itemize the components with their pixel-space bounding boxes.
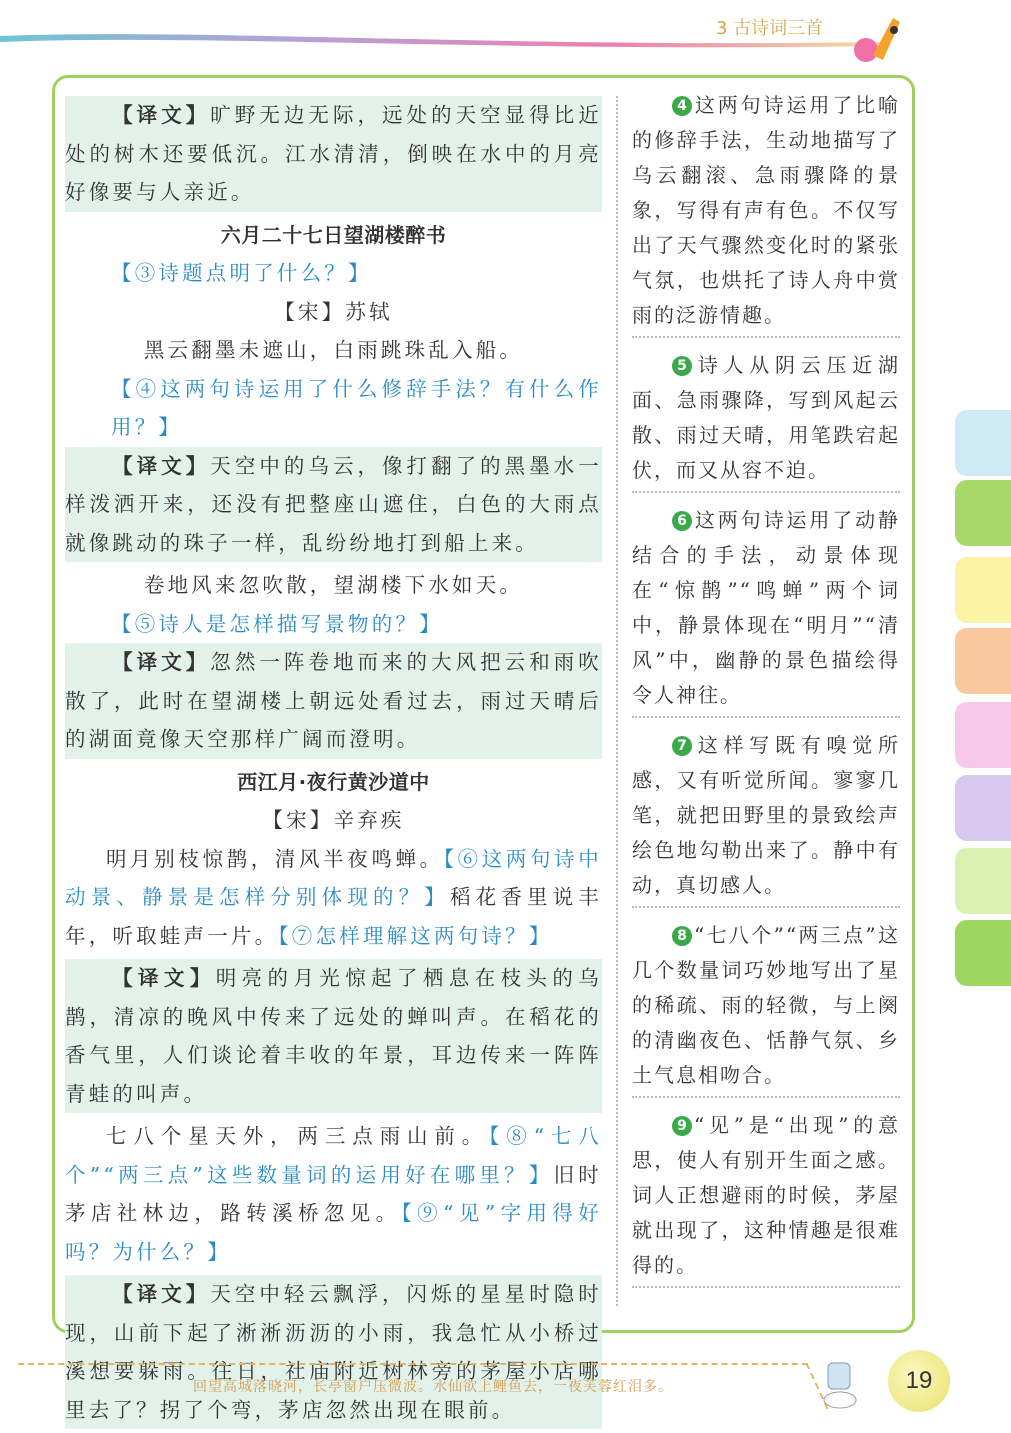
side-tab[interactable] — [955, 920, 1011, 986]
note-text: “见”是“出现”的意思，使人有别开生面之感。词人正想避雨的时候，茅屋就出现了，这种情趣是很难得的。 — [632, 1113, 900, 1277]
poem-author: 【宋】辛弃疾 — [262, 808, 405, 832]
translation-text: 天空中的乌云，像打翻了的黑墨水一样泼洒开来，还没有把整座山遮住，白色的大雨点就像跳动的珠子一样，乱纷纷地打到船上来。 — [65, 453, 602, 555]
translation-tag: 【译文】 — [112, 103, 211, 127]
poem-verse-text: 七八个星天外，两三点雨山前。 — [106, 1124, 490, 1148]
study-question: 【⑦怎样理解这两句诗？】 — [278, 923, 553, 948]
note-text: 这样写既有嗅觉所感，又有听觉所闻。寥寥几笔，就把田野里的景致绘声绘色地勾勒出来了。静中有动，真切感人。 — [632, 733, 900, 897]
translation-block — [65, 96, 602, 212]
poem-verse: 卷地风来忽吹散，望湖楼下水如天。 — [143, 573, 524, 597]
poem-verse-with-questions — [65, 1117, 602, 1271]
annotation-note — [632, 728, 900, 908]
translation-block — [65, 643, 602, 759]
study-question: 【⑨“见”字用得好吗？为什么？】 — [65, 1201, 602, 1264]
note-number-badge: 8 — [672, 926, 692, 946]
translation-block — [65, 447, 602, 563]
translation-text: 忽然一阵卷地而来的大风把云和雨吹散了，此时在望湖楼上朝远处看过去，雨过天晴后的湖面竟像天空那样广阔而澄明。 — [65, 650, 602, 751]
study-question: 【④这两句诗运用了什么修辞手法？有什么作用？】 — [111, 376, 602, 439]
annotation-note — [632, 88, 900, 338]
translation-tag: 【译文】 — [112, 1282, 211, 1306]
note-text: 诗人从阴云压近湖面、急雨骤降，写到风起云散、雨过天晴，用笔跌宕起伏，而又从容不迫。 — [632, 353, 900, 482]
translation-block — [65, 1275, 602, 1429]
side-tab[interactable] — [955, 628, 1011, 694]
footer-poem: 回望高城落晓河，长亭窗户压微波。水仙欲上鲤鱼去，一夜芙蓉红泪多。 — [193, 1379, 673, 1395]
poem-verse-text: 稻花香里说丰年，听取蛙声一片。 — [65, 885, 603, 948]
notes-column — [632, 88, 900, 1298]
poem-verse-text: 旧时茅店社林边，路转溪桥忽见。 — [65, 1162, 603, 1225]
translation-text: 明亮的月光惊起了栖息在枝头的乌鹊，清凉的晚风中传来了远处的蝉叫声。在稻花的香气里，人们谈论着丰收的年景，耳边传来一阵阵青蛙的叫声。 — [65, 966, 602, 1106]
annotation-note — [632, 1108, 900, 1288]
annotation-note — [632, 503, 900, 718]
side-tab[interactable] — [955, 410, 1011, 476]
poem-title: 六月二十七日望湖楼醉书 — [220, 222, 447, 247]
note-text: 这两句诗运用了动静结合的手法，动景体现在“惊鹊”“鸣蝉”两个词中，静景体现在“明月”“清风”中，幽静的景色描绘得令人神往。 — [632, 508, 900, 707]
study-question: 【⑥这两句诗中动景、静景是怎样分别体现的？】 — [65, 846, 602, 909]
side-tab[interactable] — [955, 702, 1011, 768]
note-number-badge: 4 — [672, 96, 692, 116]
note-number-badge: 6 — [672, 511, 692, 531]
translation-tag: 【译文】 — [112, 966, 216, 990]
poem-verse: 黑云翻墨未遮山，白雨跳珠乱入船。 — [143, 338, 524, 362]
note-number-badge: 9 — [672, 1116, 692, 1136]
translation-block — [65, 959, 602, 1113]
study-question: 【③诗题点明了什么？】 — [111, 261, 372, 285]
poem-column — [65, 96, 602, 1433]
mascot-illustration — [848, 10, 918, 70]
translation-text: 旷野无边无际，远处的天空显得比近处的树木还要低沉。江水清清，倒映在水中的月亮好像要与人亲近。 — [65, 103, 602, 204]
column-divider — [616, 96, 618, 1306]
poem-author: 【宋】苏轼 — [274, 299, 393, 324]
note-number-badge: 5 — [672, 356, 692, 376]
note-text: 这两句诗运用了比喻的修辞手法，生动地描写了乌云翻滚、急雨骤降的景象，写得有声有色。不仅写出了天气骤然变化时的紧张气氛，也烘托了诗人舟中赏雨的泛游情趣。 — [632, 93, 900, 327]
poem-title: 西江月·夜行黄沙道中 — [237, 769, 430, 794]
translation-tag: 【译文】 — [112, 453, 211, 478]
note-number-badge: 7 — [672, 736, 692, 756]
side-tab[interactable] — [955, 557, 1011, 623]
footer-dashed-line — [18, 1363, 808, 1365]
poem-verse-with-questions — [65, 840, 602, 956]
side-tab[interactable] — [955, 775, 1011, 841]
study-question: 【⑧“七八个”“两三点”这些数量词的运用好在哪里？】 — [65, 1124, 602, 1187]
mascot-bottom-illustration — [816, 1355, 866, 1410]
translation-text: 天空中轻云飘浮，闪烁的星星时隐时现，山前下起了淅淅沥沥的小雨，我急忙从小桥过溪想要躲雨。往日，社庙附近树林旁的茅屋小店哪里去了？拐了个弯，茅店忽然出现在眼前。 — [65, 1282, 602, 1422]
poem-verse-text: 明月别枝惊鹊，清风半夜鸣蝉。 — [106, 846, 444, 871]
side-tab[interactable] — [955, 848, 1011, 914]
annotation-note — [632, 918, 900, 1098]
page-number: 19 — [888, 1350, 950, 1412]
study-question: 【⑤诗人是怎样描写景物的？】 — [111, 611, 443, 636]
note-text: “七八个”“两三点”这几个数量词巧妙地写出了星的稀疏、雨的轻微，与上阕的清幽夜色、恬静气氛、乡土气息相吻合。 — [632, 923, 900, 1087]
translation-tag: 【译文】 — [112, 650, 211, 674]
side-tab[interactable] — [955, 480, 1011, 546]
annotation-note — [632, 348, 900, 493]
chapter-title: 3 古诗词三首 — [716, 18, 824, 39]
